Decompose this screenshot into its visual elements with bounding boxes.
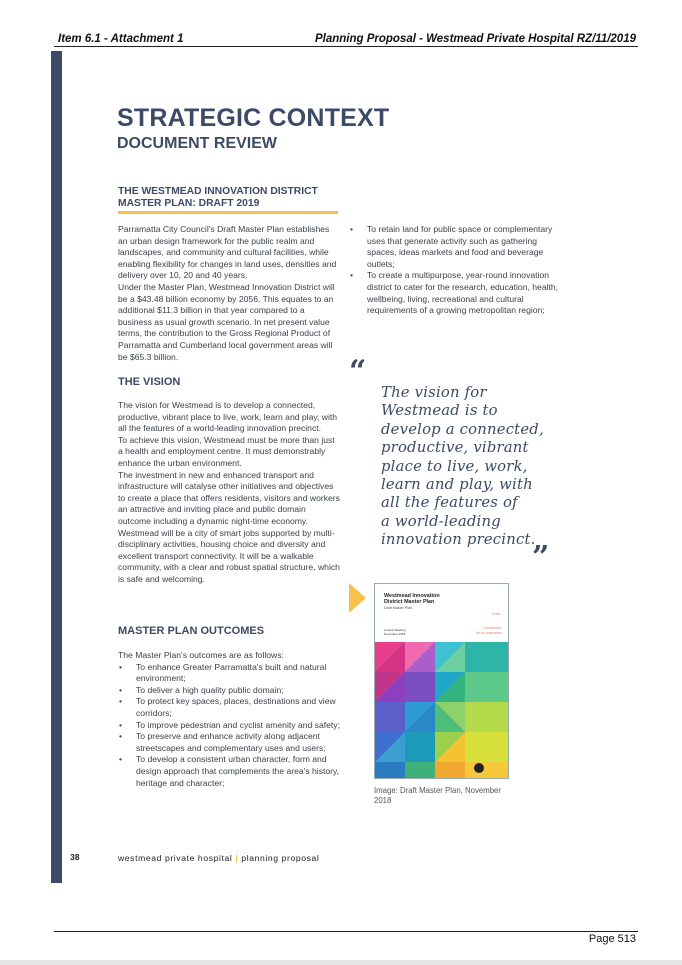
cover-title-line: Westmead Innovation: [384, 593, 440, 599]
intro-text: [118, 224, 340, 363]
quote-line: place to live, work,: [381, 457, 528, 475]
quote-line: innovation precinct.: [381, 531, 536, 549]
cover-draft-label: Draft: [491, 612, 500, 616]
footer-brand-right: planning proposal: [241, 853, 320, 863]
outcomes-list: [118, 662, 340, 790]
list-item: • To enhance Greater Parramatta's built and natural environment;: [118, 662, 340, 685]
cover-small-line: November 2018: [384, 632, 406, 636]
outcomes-text: [118, 650, 340, 789]
footer-brand: [118, 853, 319, 863]
header-right: Planning Proposal - Westmead Private Hospital RZ/11/2019: [314, 33, 636, 45]
page-number: Page 513: [588, 933, 636, 945]
vision-paragraph: To achieve this vision, Westmead must be more than just a health and employment centre. It must demonstrably enhance the urban environment.: [118, 434, 335, 468]
page-subtitle: DOCUMENT REVIEW: [117, 135, 277, 152]
intro-paragraph: Parramatta City Council's Draft Master Plan establishes an urban design framework for the public realm and landscapes, and community and cultural facilities, while enabling flexibility for changes in land uses, densities and delivery over 10, 20 and 40 years.: [118, 224, 337, 281]
quote-line: develop a connected,: [381, 420, 544, 438]
image-caption: Image: Draft Master Plan, November 2018: [374, 786, 501, 805]
cover-collab-line: for an aspiration: [476, 630, 502, 635]
right-bullets: [349, 224, 569, 317]
list-item: • To preserve and enhance activity along adjacent streetscapes and complementary uses and users;: [118, 731, 340, 754]
quote-line: productive, vibrant: [381, 439, 529, 457]
vision-heading: THE VISION: [118, 376, 181, 388]
cover-subtitle: Draft Master Plan: [384, 606, 412, 610]
quote-close-mark: ”: [532, 540, 550, 575]
quote-line: Westmead is to: [381, 402, 498, 420]
vision-quote: [381, 384, 561, 550]
vision-paragraph: The vision for Westmead is to develop a connected, productive, vibrant place to live, work, learn and play, with all the features of a world-leading innovation precinct.: [118, 400, 338, 434]
header-left: Item 6.1 - Attachment 1: [58, 33, 184, 45]
cover-mosaic-graphic: [375, 642, 508, 778]
list-item: • To protect key spaces, places, destinations and view corridors;: [118, 696, 340, 719]
cover-meeting-note: [384, 628, 406, 636]
cover-small-line: Council Meeting: [384, 628, 406, 632]
outcomes-heading: MASTER PLAN OUTCOMES: [118, 625, 265, 637]
list-item: • To retain land for public space or complementary uses that generate activity such as gathering spaces, ideas markets and food and beverage outlets;: [349, 224, 569, 270]
vision-paragraph: The investment in new and enhanced transport and infrastructure will catalyse other initiatives and objectives to create a place that offers residents, visitors and workers an attractive and inviting place and public domain outcome including a dynamic night-time economy.: [118, 469, 340, 526]
vision-paragraph: Westmead will be a city of smart jobs supported by multi-disciplinary activities, housing choice and diversity and excellent transport connectivity. It will be a walkable community, with a clear and robust spatial structure, which is safe and welcoming.: [118, 527, 340, 584]
list-item: • To deliver a high quality public domain;: [118, 685, 340, 697]
section-rule: [118, 211, 338, 214]
quote-line: learn and play, with: [381, 476, 533, 494]
quote-open-mark: “: [349, 354, 367, 389]
list-item: • To create a multipurpose, year-round innovation district to cater for the research, education, health, wellbeing, living, recreational and cultural requirements of a growing metropolitan region;: [349, 270, 569, 316]
footer-page-number: 38: [70, 852, 80, 862]
vision-text: [118, 400, 340, 586]
quote-line: all the features of: [381, 494, 518, 512]
cover-title: [384, 593, 464, 605]
outcomes-intro: The Master Plan's outcomes are as follows:: [118, 650, 284, 660]
intro-paragraph: Under the Master Plan, Westmead Innovation District will be a $43.48 billion economy by 2056. This equates to an additional $11.3 billion in that year compared to a business as usual growth scenario. In net present value terms, the contribution to the Gross Regional Product of Parramatta and Cumberland local government areas will be $65.3 billion.: [118, 281, 335, 362]
section-heading-line1: THE WESTMEAD INNOVATION DISTRICT: [118, 186, 318, 197]
bottom-band: [0, 960, 682, 965]
header-rule: [54, 46, 638, 47]
cover-collab-line: Collaborate: [483, 626, 502, 630]
list-item: • To develop a consistent urban character, form and design approach that complements the area's history, heritage and character;: [118, 754, 340, 789]
cover-title-line: District Master Plan: [384, 599, 435, 605]
list-item: • To improve pedestrian and cyclist amenity and safety;: [118, 720, 340, 732]
bottom-rule: [54, 931, 638, 932]
section-heading-line2: MASTER PLAN: DRAFT 2019: [118, 198, 260, 209]
master-plan-cover-image: [374, 583, 509, 779]
right-bullet-list: [349, 224, 569, 317]
sidebar-bar: [51, 51, 62, 883]
arrow-icon: [349, 583, 366, 613]
footer-separator: |: [235, 853, 239, 863]
quote-line: The vision for: [381, 384, 487, 401]
cover-collab-note: [476, 626, 502, 635]
quote-line: a world-leading: [381, 512, 501, 530]
footer-brand-left: westmead private hospital: [118, 853, 233, 863]
page-title: STRATEGIC CONTEXT: [117, 104, 390, 132]
section-heading: [118, 186, 348, 210]
